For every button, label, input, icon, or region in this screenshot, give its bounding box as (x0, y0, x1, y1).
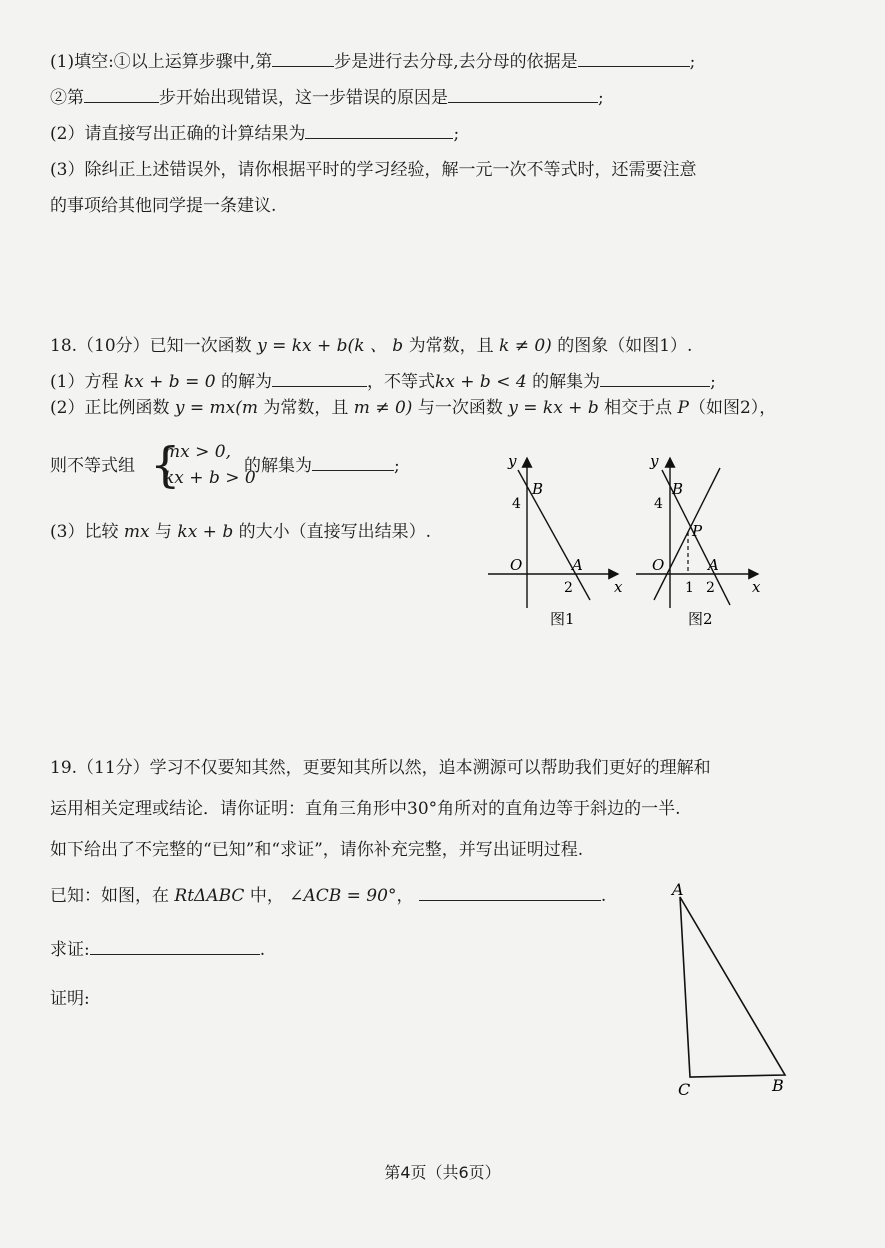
page-footer: 第4页（共6页） (384, 1163, 501, 1182)
q19-line5: 求证: . (50, 940, 266, 960)
figure-1-caption: 图1 (550, 610, 575, 628)
q18-line4-prefix: 则不等式组 (50, 456, 135, 476)
q18-line4-suffix: 的解集为 ; (244, 456, 400, 476)
system-line-1: mx > 0, (164, 442, 231, 462)
y-label: y (508, 452, 517, 470)
q17-line1: (1)填空:①以上运算步骤中,第 步是进行去分母,去分母的依据是 ; (50, 52, 696, 72)
x-label: x (752, 578, 761, 596)
tick-2-label: 2 (564, 580, 573, 596)
answer-blank[interactable] (448, 86, 598, 103)
answer-blank[interactable] (419, 884, 601, 901)
q17-line4: (3）除纠正上述错误外，请你根据平时的学习经验，解一元一次不等式时，还需要注意 (50, 160, 697, 180)
q18-line2: (1）方程 kx + b = 0 的解为 ，不等式kx + b < 4 的解集为 ; (50, 372, 716, 392)
answer-blank[interactable] (90, 938, 260, 955)
q17-line5: 的事项给其他同学提一条建议. (50, 196, 277, 216)
x-label: x (614, 578, 623, 596)
q19-line2: 运用相关定理或结论．请你证明：直角三角形中30°角所对的直角边等于斜边的一半. (50, 799, 681, 819)
line-kx-b (518, 470, 590, 600)
y-label: y (650, 452, 659, 470)
q18-line5: (3）比较 mx 与 kx + b 的大小（直接写出结果）. (50, 522, 432, 542)
tick-1-label: 1 (685, 580, 694, 596)
q19-line4: 已知：如图，在 RtΔABC 中， ∠ACB = 90°， . (50, 886, 607, 906)
answer-blank[interactable] (272, 50, 334, 67)
q17-line2: ②第 步开始出现错误，这一步错误的原因是 ; (50, 88, 604, 108)
point-b-label: B (672, 480, 684, 498)
vertex-a-label: A (672, 880, 684, 899)
answer-blank[interactable] (272, 370, 367, 387)
point-p-label: P (692, 522, 703, 540)
point-b-label: B (532, 480, 544, 498)
origin-label: O (652, 556, 665, 574)
figure-1 (480, 450, 630, 635)
brace-icon: { (150, 437, 181, 493)
tick-4-label: 4 (512, 496, 521, 512)
tick-4-label: 4 (654, 496, 663, 512)
q19-line1: 19.（11分）学习不仅要知其然，更要知其所以然，追本溯源可以帮助我们更好的理解和 (50, 758, 711, 778)
triangle-abc (680, 897, 785, 1077)
figure-2-caption: 图2 (688, 610, 713, 628)
origin-label: O (510, 556, 523, 574)
tick-2-label: 2 (706, 580, 715, 596)
q18-line3: (2）正比例函数 y = mx(m 为常数，且 m ≠ 0) 与一次函数 y = kx + b 相交于点 P（如图2）， (50, 398, 777, 418)
point-a-label: A (572, 556, 583, 574)
triangle-figure (660, 875, 800, 1105)
answer-blank[interactable] (84, 86, 159, 103)
answer-blank[interactable] (312, 454, 394, 471)
q18-line1: 18.（10分）已知一次函数 y = kx + b(k 、 b 为常数，且 k ≠ 0) 的图象（如图1）. (50, 336, 693, 356)
q19-line6: 证明: (50, 989, 90, 1009)
answer-blank[interactable] (305, 122, 453, 139)
figure-2 (630, 450, 770, 635)
system-line-2: kx + b > 0 (164, 468, 256, 488)
q17-line3: (2）请直接写出正确的计算结果为 ; (50, 124, 460, 144)
q19-line3: 如下给出了不完整的“已知”和“求证”，请你补充完整，并写出证明过程. (50, 840, 584, 860)
answer-blank[interactable] (578, 50, 690, 67)
answer-blank[interactable] (600, 370, 710, 387)
point-a-label: A (708, 556, 719, 574)
vertex-c-label: C (678, 1080, 691, 1099)
vertex-b-label: B (772, 1076, 784, 1095)
